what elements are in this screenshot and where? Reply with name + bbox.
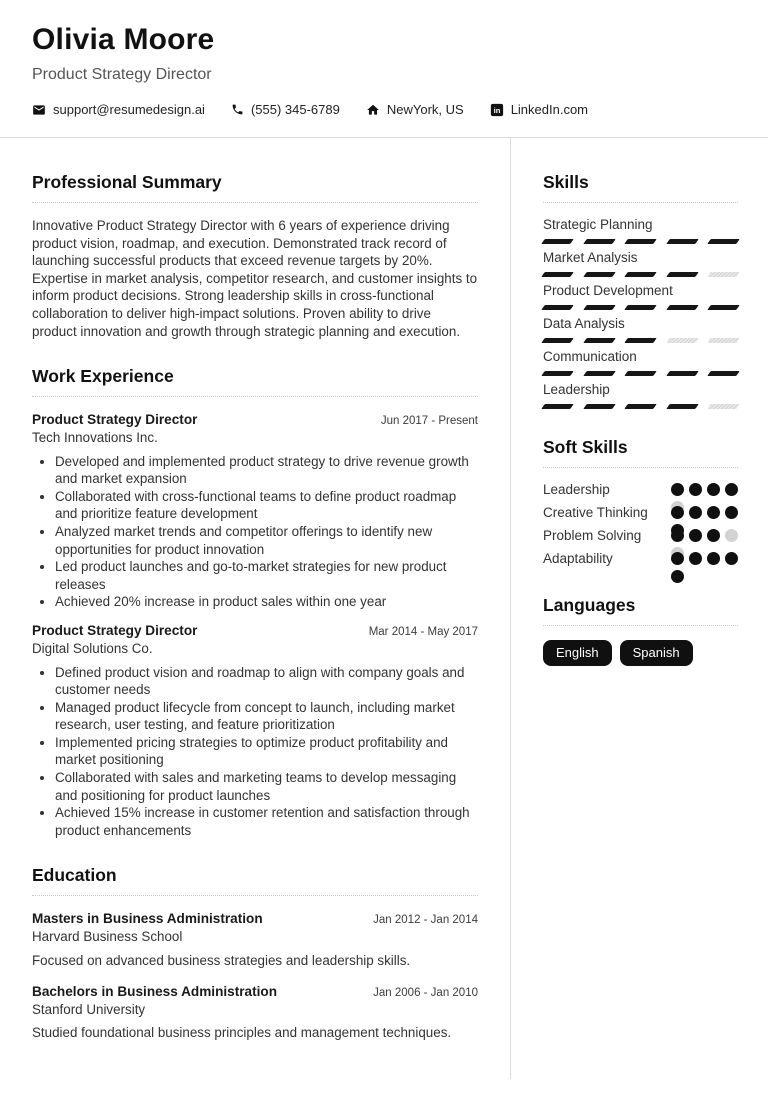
- soft-skill-dot-filled: [671, 506, 684, 519]
- soft-skill-dot-filled: [725, 552, 738, 565]
- skill-bar-segment-filled: [707, 305, 740, 310]
- skill-bar-segment-filled: [666, 404, 699, 409]
- education-school: Stanford University: [32, 1001, 146, 1017]
- soft-skill-dot-filled: [671, 552, 684, 565]
- soft-skills-section: [543, 437, 738, 567]
- person-job-title: Product Strategy Director: [32, 66, 212, 83]
- contact-linkedin: [490, 102, 588, 117]
- skill-bar-segment-filled: [583, 371, 616, 376]
- language-pill-list: [543, 640, 738, 666]
- soft-skill-dots: [671, 483, 738, 496]
- soft-skill-name: Problem Solving: [543, 528, 642, 543]
- skill-name: Market Analysis: [543, 250, 638, 265]
- education-dates: Jan 2012 - Jan 2014: [373, 914, 478, 927]
- job-title: Product Strategy Director: [32, 412, 198, 428]
- skill-bar: [543, 305, 738, 310]
- skill-bar-segment-filled: [707, 239, 740, 244]
- contact-phone-text: (555) 345-6789: [250, 102, 340, 117]
- skill-bar-segment-filled: [707, 371, 740, 376]
- skill-bar-segment-filled: [624, 272, 657, 277]
- skill-bar-segment-filled: [666, 305, 699, 310]
- education-section: [32, 865, 478, 1041]
- skill-bar-segment-filled: [583, 239, 616, 244]
- soft-skill-name: Adaptability: [543, 551, 613, 566]
- soft-skill-dot-filled: [689, 483, 702, 496]
- left-column: [0, 138, 510, 1095]
- soft-skill-dot-filled: [689, 529, 702, 542]
- soft-skill-row: [543, 551, 738, 567]
- skill-bar: [543, 272, 738, 277]
- job-entry: [32, 622, 478, 839]
- skill-bar-segment-filled: [583, 272, 616, 277]
- summary-section: [32, 172, 478, 340]
- contact-location: [366, 102, 464, 117]
- skill-bar-segment-filled: [624, 305, 657, 310]
- summary-heading: Professional Summary: [32, 172, 478, 203]
- job-dates: Jun 2017 - Present: [380, 415, 478, 428]
- skill-row: [543, 217, 738, 244]
- soft-skill-dots: [671, 529, 738, 542]
- skill-bar-segment-empty: [707, 404, 740, 409]
- education-degree: Bachelors in Business Administration: [32, 983, 277, 999]
- skill-bar-segment-filled: [541, 272, 574, 277]
- skill-bar-segment-filled: [541, 305, 574, 310]
- skill-bar-segment-filled: [624, 404, 657, 409]
- contact-linkedin-text: LinkedIn.com: [510, 102, 589, 117]
- job-title-row: [32, 622, 478, 639]
- skill-row: [543, 283, 738, 310]
- skill-name: Strategic Planning: [543, 217, 653, 232]
- skill-name: Data Analysis: [543, 316, 625, 331]
- resume-header: [0, 0, 768, 138]
- contact-location-text: NewYork, US: [386, 102, 464, 117]
- skill-row: [543, 349, 738, 376]
- skill-name: Communication: [543, 349, 637, 364]
- languages-heading: Languages: [543, 595, 738, 626]
- language-pill: English: [543, 640, 612, 666]
- education-title-row: [32, 910, 478, 927]
- skill-bar-segment-filled: [583, 338, 616, 343]
- contact-phone: [231, 102, 340, 117]
- skill-row: [543, 250, 738, 277]
- skill-bar-segment-filled: [624, 239, 657, 244]
- skill-bar: [543, 404, 738, 409]
- job-entry: [32, 411, 478, 611]
- skill-bar-segment-filled: [624, 371, 657, 376]
- skill-bar-segment-filled: [666, 272, 699, 277]
- job-bullet: • Achieved 20% increase in product sales within one year: [55, 593, 478, 611]
- resume-body: [0, 138, 768, 1095]
- skills-section: [543, 172, 738, 409]
- job-bullet: • Defined product vision and roadmap to align with company goals and customer needs: [55, 664, 478, 699]
- skill-bar-segment-empty: [707, 338, 740, 343]
- summary-text: Innovative Product Strategy Director with 6 years of experience driving product vision, roadmap, and execution. Demonstrated track record of launching successful products that exceed revenue targets by 20%. Expertise in market analysis, competitor research, and customer insights to inform product decisions. Strong leadership skills in cross-functional collaboration to deliver high-impact solutions. Proven ability to drive product innovation and growth through strategic planning and execution.: [32, 218, 478, 339]
- phone-icon: [231, 103, 244, 116]
- soft-skill-dots: [671, 552, 738, 565]
- soft-skill-dot-filled: [671, 529, 684, 542]
- language-pill: Spanish: [620, 640, 693, 666]
- education-heading: Education: [32, 865, 478, 896]
- job-bullet: • Managed product lifecycle from concept to launch, including market research, user testing, and feature prioritization: [55, 699, 478, 734]
- languages-section: [543, 595, 738, 666]
- right-column: [510, 138, 768, 1079]
- soft-skill-dot-filled: [671, 570, 684, 583]
- education-entry: [32, 910, 478, 969]
- education-degree: Masters in Business Administration: [32, 911, 263, 927]
- job-bullet: • Analyzed market trends and competitor offerings to identify new opportunities for product innovation: [55, 523, 478, 558]
- job-bullet: • Developed and implemented product strategy to drive revenue growth and market expansion: [55, 453, 478, 488]
- experience-section: [32, 366, 478, 839]
- skill-name: Product Development: [543, 283, 673, 298]
- soft-skill-dot-empty: [725, 529, 738, 542]
- home-icon: [366, 103, 380, 117]
- skill-bar-segment-filled: [541, 338, 574, 343]
- skill-bar: [543, 239, 738, 244]
- education-school: Harvard Business School: [32, 929, 183, 945]
- svg-text:in: in: [493, 105, 501, 115]
- soft-skill-dot-filled: [689, 552, 702, 565]
- contact-email-text: support@resumedesign.ai: [53, 102, 205, 117]
- soft-skill-dot-filled: [707, 483, 720, 496]
- skill-row: [543, 316, 738, 343]
- job-title-row: [32, 411, 478, 428]
- job-title: Product Strategy Director: [32, 623, 198, 638]
- soft-skill-dot-filled: [707, 529, 720, 542]
- soft-skill-dot-filled: [725, 483, 738, 496]
- job-bullet: • Collaborated with cross-functional teams to define product roadmap and prioritize feature development: [55, 488, 478, 523]
- person-name: Olivia Moore: [32, 23, 215, 56]
- skill-bar: [543, 371, 738, 376]
- job-company: Tech Innovations Inc.: [32, 430, 158, 446]
- skill-bar: [543, 338, 738, 343]
- soft-skill-dot-filled: [707, 552, 720, 565]
- job-bullet: • Led product launches and go-to-market strategies for new product releases: [55, 558, 478, 593]
- soft-skill-row: [543, 528, 738, 544]
- job-bullet-list: [32, 664, 478, 840]
- education-description: Focused on advanced business strategies and leadership skills.: [32, 952, 411, 968]
- skills-heading: Skills: [543, 172, 738, 203]
- skill-bar-segment-filled: [624, 338, 657, 343]
- experience-heading: Work Experience: [32, 366, 478, 397]
- soft-skill-dot-filled: [707, 506, 720, 519]
- skill-bar-segment-filled: [541, 404, 574, 409]
- job-bullet-list: [32, 453, 478, 611]
- contact-row: [32, 102, 736, 117]
- linkedin-icon: [490, 103, 504, 117]
- contact-email: [32, 102, 205, 117]
- soft-skill-name: Creative Thinking: [543, 505, 648, 520]
- skill-bar-segment-filled: [666, 371, 699, 376]
- soft-skill-dots: [671, 506, 738, 519]
- soft-skill-row: [543, 505, 738, 521]
- email-icon: [32, 103, 46, 117]
- soft-skill-name: Leadership: [543, 482, 610, 497]
- education-dates: Jan 2006 - Jan 2010: [373, 986, 478, 999]
- education-title-row: [32, 983, 478, 1000]
- soft-skill-dot-filled: [725, 506, 738, 519]
- job-bullet: • Achieved 15% increase in customer retention and satisfaction through product enhancements: [55, 804, 478, 839]
- skill-bar-segment-filled: [666, 239, 699, 244]
- job-bullet: • Collaborated with sales and marketing teams to develop messaging and positioning for product launches: [55, 769, 478, 804]
- soft-skill-dot-filled: [671, 483, 684, 496]
- skill-bar-segment-empty: [707, 272, 740, 277]
- education-description: Studied foundational business principles and management techniques.: [32, 1025, 452, 1041]
- job-company: Digital Solutions Co.: [32, 641, 153, 656]
- skill-name: Leadership: [543, 382, 610, 397]
- soft-skills-heading: Soft Skills: [543, 437, 738, 468]
- skill-row: [543, 382, 738, 409]
- skill-bar-segment-empty: [666, 338, 699, 343]
- job-dates: Mar 2014 - May 2017: [368, 626, 478, 638]
- skill-bar-segment-filled: [583, 404, 616, 409]
- skill-bar-segment-filled: [541, 371, 574, 376]
- education-entry: [32, 983, 478, 1042]
- skill-bar-segment-filled: [541, 239, 574, 244]
- soft-skill-dot-filled: [689, 506, 702, 519]
- soft-skill-row: [543, 482, 738, 498]
- job-bullet: • Implemented pricing strategies to optimize product profitability and market positioning: [55, 734, 478, 769]
- skill-bar-segment-filled: [583, 305, 616, 310]
